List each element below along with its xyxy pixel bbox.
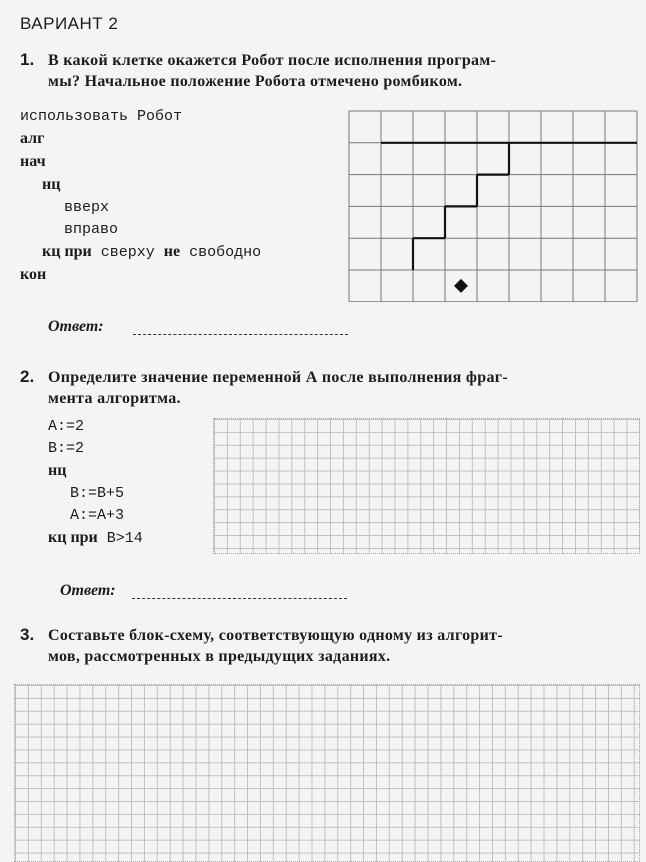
code-text: сверху <box>91 244 164 261</box>
q1-answer-label: Ответ: <box>48 318 104 335</box>
keyword: алг <box>20 130 45 147</box>
keyword: кц при <box>42 243 92 260</box>
variant-title: ВАРИАНТ 2 <box>20 14 119 33</box>
q2-answer-line[interactable] <box>132 598 347 599</box>
q2-line <box>48 483 143 505</box>
code-text: использовать Робот <box>20 108 183 125</box>
code-text: A:=2 <box>48 418 85 435</box>
keyword: не <box>163 243 181 260</box>
q2-line <box>48 505 143 527</box>
robot-start-diamond-icon <box>454 279 468 293</box>
q2-line <box>48 460 143 483</box>
q1-line <box>20 219 261 241</box>
q2-number: 2. <box>20 367 35 386</box>
code-text: B:=B+5 <box>70 485 125 502</box>
robot-field-grid <box>348 110 638 302</box>
keyword: кон <box>20 266 47 283</box>
q1-text-line1: В какой клетке окажется Робот после исполнения програм- <box>48 52 497 69</box>
q2-line <box>48 438 143 460</box>
code-text: вверх <box>64 199 110 216</box>
q1-number: 1. <box>20 50 35 69</box>
q3-text-line2: мов, рассмотренных в предыдущих заданиях. <box>48 648 391 665</box>
keyword: кц при <box>48 529 98 546</box>
q3-text-line1: Составьте блок-схему, соответствующую одному из алгорит- <box>48 627 503 644</box>
keyword: нц <box>48 462 67 479</box>
keyword: нц <box>42 176 61 193</box>
q2-program <box>48 416 143 550</box>
q1-line <box>20 151 261 174</box>
code-text: вправо <box>64 221 119 238</box>
q1-line <box>20 174 261 197</box>
q1-line <box>20 241 261 264</box>
q1-text-line2: мы? Начальное положение Робота отмечено ромбиком. <box>48 73 463 90</box>
q2-answer-label: Ответ: <box>60 582 116 599</box>
code-text: свободно <box>180 244 262 261</box>
q1-line <box>20 128 261 151</box>
keyword: нач <box>20 153 46 170</box>
q2-line <box>48 416 143 438</box>
q1-program <box>20 106 261 287</box>
q3-number: 3. <box>20 625 35 644</box>
q2-scratch-grid <box>213 418 640 554</box>
q3-flowchart-grid <box>14 684 640 862</box>
code-text: B:=2 <box>48 440 85 457</box>
q1-line <box>20 264 261 287</box>
q2-text-line1: Определите значение переменной А после выполнения фраг- <box>48 369 508 386</box>
q1-line <box>20 106 261 128</box>
code-text: B>14 <box>97 530 143 547</box>
q1-answer-line[interactable] <box>133 334 348 335</box>
q2-text-line2: мента алгоритма. <box>48 390 181 407</box>
q1-line <box>20 197 261 219</box>
code-text: A:=A+3 <box>70 507 125 524</box>
q2-line <box>48 527 143 550</box>
